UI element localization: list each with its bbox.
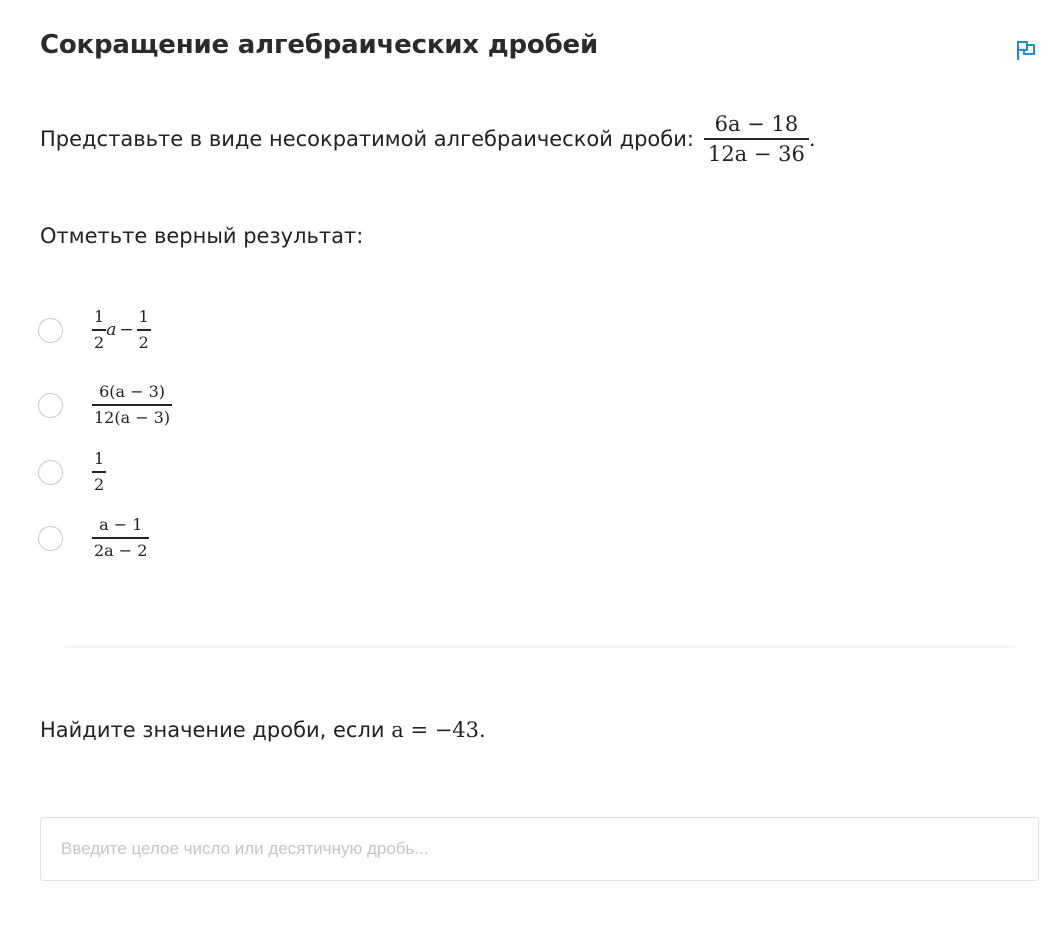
fraction-numerator: 1 [138, 307, 149, 327]
task-fraction-denominator: 12a − 36 [707, 141, 805, 166]
instruction-text: Отметьте верный результат: [40, 224, 364, 248]
answer-options [38, 307, 172, 586]
fraction-numerator: 6(a − 3) [99, 382, 166, 402]
task-fraction-numerator: 6a − 18 [714, 111, 799, 136]
section-divider [64, 645, 1015, 648]
answer-input[interactable] [40, 817, 1039, 881]
page-title: Сокращение алгебраических дробей [40, 30, 598, 60]
fraction-numerator: 1 [94, 449, 105, 469]
fraction-denominator: 2 [94, 474, 105, 494]
radio-button[interactable] [38, 318, 63, 343]
fraction-denominator: 2 [138, 332, 149, 352]
prompt-text: Представьте в виде несократимой алгебраической дроби: [40, 127, 694, 151]
task-prompt [40, 104, 816, 174]
fraction-denominator: 12(a − 3) [94, 407, 171, 427]
task-fraction [704, 110, 809, 168]
radio-button[interactable] [38, 526, 63, 551]
radio-button[interactable] [38, 460, 63, 485]
option-2[interactable] [38, 378, 172, 432]
question-condition: a = −43 [391, 718, 480, 742]
option-1-fraction-a [92, 305, 106, 355]
option-2-fraction [92, 380, 172, 430]
option-3[interactable] [38, 449, 172, 494]
fraction-denominator: 2 [94, 332, 105, 352]
option-3-fraction [92, 447, 106, 497]
option-4-fraction [92, 513, 149, 563]
minus-sign: − [119, 320, 134, 340]
fraction-numerator: a − 1 [99, 515, 143, 535]
prompt-period: . [808, 127, 816, 151]
question-period: . [479, 718, 486, 742]
flag-icon[interactable] [1014, 38, 1038, 62]
option-4[interactable] [38, 515, 172, 560]
option-1-math [92, 305, 151, 355]
question-text: Найдите значение дроби, если [40, 718, 385, 742]
option-1[interactable] [38, 307, 172, 352]
option-1-fraction-b [137, 305, 151, 355]
second-question [40, 718, 486, 742]
fraction-numerator: 1 [94, 307, 105, 327]
radio-button[interactable] [38, 393, 63, 418]
fraction-denominator: 2a − 2 [94, 540, 148, 560]
variable-a: a [106, 320, 117, 340]
